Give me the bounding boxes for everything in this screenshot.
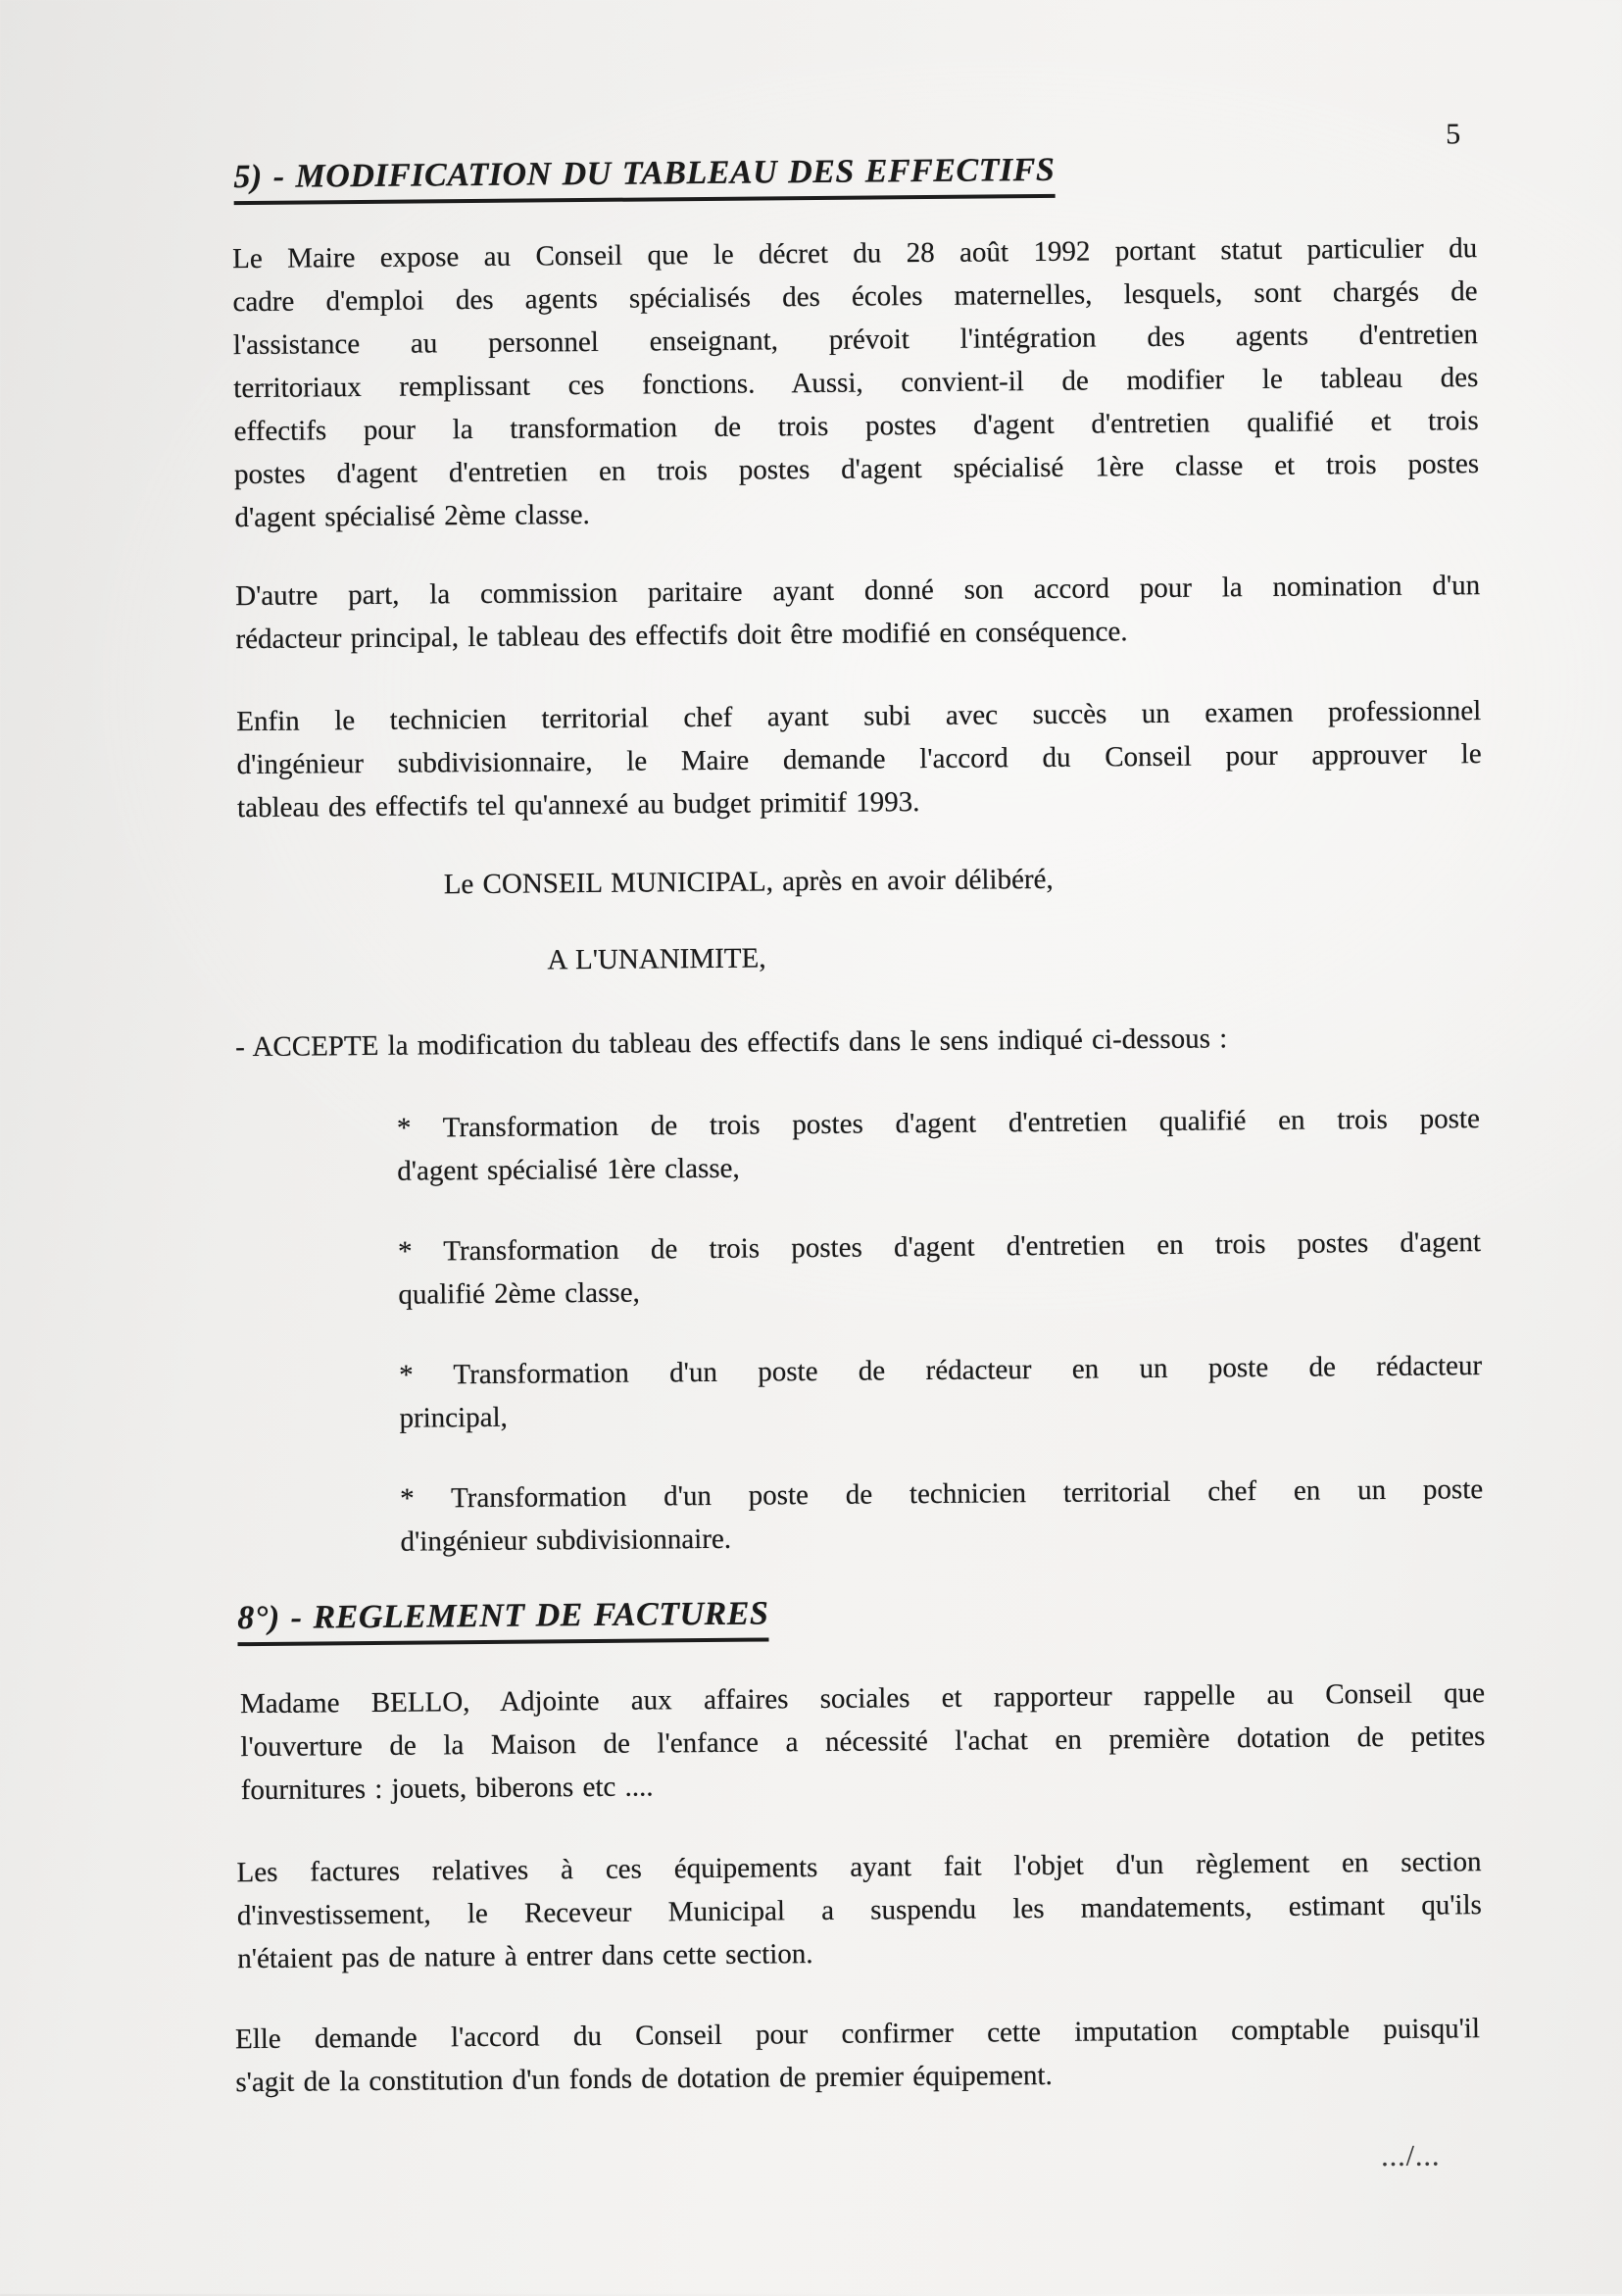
paragraph-elle-demande [235, 2007, 1481, 2104]
text-line: tableau des effectifs tel qu'annexé au budget primitif 1993. [236, 786, 920, 824]
text-line: rédacteur principal, le tableau des effectifs doit être modifié en conséquence. [235, 616, 1128, 656]
text-line: Enfin le technicien territorial chef ayant subi avec succès un examen professionnel [236, 695, 1482, 738]
unanimity-line: A L'UNANIMITE, [547, 942, 766, 976]
continuation-mark: .../... [1380, 2139, 1441, 2173]
text-line: postes d'agent d'entretien en trois postes d'agent spécialisé 1ère classe et trois postes [233, 448, 1480, 491]
section-heading-effectifs [233, 151, 1055, 197]
text-line: D'autre part, la commission paritaire ayant donné son accord pour la nomination d'un [235, 570, 1481, 613]
text-line: d'agent spécialisé 1ère classe, [397, 1152, 740, 1187]
accept-line: - ACCEPTE la modification du tableau des effectifs dans le sens indiqué ci-dessous : [235, 1023, 1228, 1064]
list-item-transformation-3 [399, 1344, 1483, 1440]
list-item-transformation-1 [397, 1097, 1481, 1193]
text-line: d'ingénieur subdivisionnaire. [400, 1522, 732, 1558]
text-line: * Transformation de trois postes d'agent d'entretien en trois postes d'agent [397, 1226, 1482, 1268]
paragraph-madame-bello [240, 1672, 1486, 1812]
paragraph-factures-relatives [236, 1840, 1482, 1980]
paragraph-commission-paritaire [235, 564, 1481, 661]
paragraph-technicien-territorial [236, 689, 1482, 829]
text-line: l'ouverture de la Maison de l'enfance a nécessité l'achat en première dotation de petites [240, 1721, 1486, 1764]
text-line: d'ingénieur subdivisionnaire, le Maire demande l'accord du Conseil pour approuver le [236, 738, 1482, 781]
text-line: Madame BELLO, Adjointe aux affaires sociales et rapporteur rappelle au Conseil que [239, 1677, 1486, 1721]
section-heading-effectifs-text: 5) - MODIFICATION DU TABLEAU DES EFFECTIFS [233, 152, 1055, 205]
section-heading-factures-text: 8°) - REGLEMENT DE FACTURES [237, 1595, 768, 1646]
text-line: s'agit de la constitution d'un fonds de dotation de premier équipement. [235, 2059, 1053, 2099]
text-line: n'étaient pas de nature à entrer dans cette section. [237, 1938, 813, 1975]
text-line: * Transformation d'un poste de technicien territorial chef en un poste [400, 1473, 1484, 1515]
text-line: d'investissement, le Receveur Municipal a suspendu les mandatements, estimant qu'ils [236, 1889, 1483, 1932]
section-heading-factures [237, 1594, 768, 1638]
text-line: cadre d'emploi des agents spécialisés des écoles maternelles, lesquels, sont chargés de [232, 275, 1478, 319]
paragraph-maire-expose [232, 226, 1480, 539]
list-item-transformation-2 [398, 1221, 1482, 1317]
text-line: * Transformation d'un poste de rédacteur en un poste de rédacteur [398, 1350, 1483, 1391]
text-line: d'agent spécialisé 2ème classe. [234, 498, 590, 534]
text-line: l'assistance au personnel enseignant, prévoit l'intégration des agents d'entretien [232, 319, 1479, 362]
text-line: fournitures : jouets, biberons etc .... [240, 1771, 654, 1807]
text-line: qualifié 2ème classe, [398, 1276, 640, 1311]
text-line: effectifs pour la transformation de trois postes d'agent d'entretien qualifié et trois [233, 405, 1479, 448]
list-item-transformation-4 [400, 1468, 1484, 1564]
page-number: 5 [1445, 118, 1461, 151]
text-line: territoriaux remplissant ces fonctions. Aussi, convient-il de modifier le tableau des [233, 362, 1479, 405]
deliberation-line: Le CONSEIL MUNICIPAL, après en avoir délibéré, [443, 863, 1054, 901]
text-line: * Transformation de trois postes d'agent d'entretien qualifié en trois poste [396, 1103, 1481, 1144]
text-line: Les factures relatives à ces équipements ayant fait l'objet d'un règlement en section [236, 1846, 1482, 1889]
text-line: Elle demande l'accord du Conseil pour confirmer cette imputation comptable puisqu'il [234, 2013, 1481, 2056]
text-line: Le Maire expose au Conseil que le décret du 28 août 1992 portant statut particulier du [232, 232, 1478, 275]
text-line: principal, [399, 1401, 508, 1434]
